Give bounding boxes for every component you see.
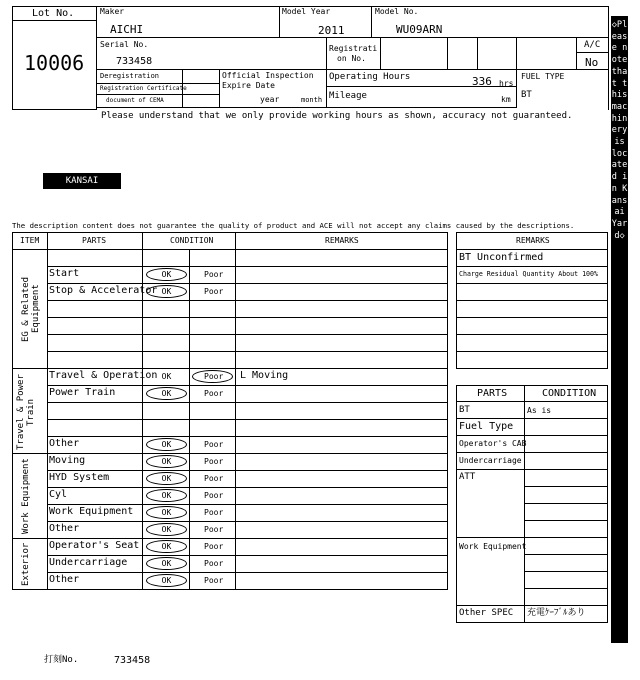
disclaimer: The description content does not guarantee the quality of product and ACE will not accept any claims caused by the descriptions. xyxy=(12,221,575,230)
col-item: ITEM xyxy=(20,236,40,245)
poor-label: Poor xyxy=(204,270,224,279)
col-condition: CONDITION xyxy=(170,236,214,245)
poor-label: Poor xyxy=(204,372,224,381)
serial-no-label: Serial No. xyxy=(100,40,149,49)
inspection-label-1: Official Inspection xyxy=(222,71,314,80)
registration-label-1: Registrati xyxy=(329,44,378,53)
part-moving: Moving xyxy=(49,455,86,466)
engraved-no-value: 733458 xyxy=(114,655,151,666)
mileage-label: Mileage xyxy=(329,91,367,101)
part-stop-accelerator: Stop & Accelerator xyxy=(49,285,158,296)
group-eg-label: EG & Related Equipment xyxy=(21,276,41,342)
part-travel-operation: Travel & Operation xyxy=(49,370,158,381)
side-part-other-spec: Other SPEC xyxy=(459,608,514,618)
col-remarks: REMARKS xyxy=(325,236,359,245)
group-travel-label: Travel & Power Train xyxy=(16,374,36,450)
operating-hours-label: Operating Hours xyxy=(329,72,411,82)
poor-label: Poor xyxy=(204,491,224,500)
side-col-parts: PARTS xyxy=(477,388,508,399)
registration-certificate-label: Registration Certificate xyxy=(100,85,187,92)
poor-label: Poor xyxy=(204,457,224,466)
lot-no-value: 10006 xyxy=(24,51,85,75)
year-label: year xyxy=(260,95,280,104)
part-operator-seat: Operator's Seat xyxy=(49,540,140,551)
part-other-travel: Other xyxy=(49,438,80,449)
part-undercarriage: Undercarriage xyxy=(49,557,128,568)
ok-label: OK xyxy=(161,508,172,517)
side-part-operators-cab: Operator's CAB xyxy=(459,439,527,448)
part-other-work: Other xyxy=(49,523,80,534)
vertical-banner-text: ◇Please note that this machinery is located in Kansai Yard◇ xyxy=(611,20,633,241)
model-year-label: Model Year xyxy=(282,7,331,16)
ok-label: OK xyxy=(161,287,172,296)
inspection-label-2: Expire Date xyxy=(222,81,275,90)
side-part-work-equipment: Work Equipment xyxy=(459,542,527,551)
side-part-undercarriage: Undercarriage xyxy=(459,456,522,465)
side-remarks-line2: Charge Residual Quantity About 100% xyxy=(459,270,598,278)
vertical-banner xyxy=(611,16,633,643)
side-remarks-line1: BT Unconfirmed xyxy=(459,252,544,263)
ok-label: OK xyxy=(161,559,172,568)
lot-no-label: Lot No. xyxy=(32,8,75,19)
maker-value: AICHI xyxy=(110,23,144,36)
location-badge: KANSAI xyxy=(43,173,121,189)
ok-label: OK xyxy=(161,491,172,500)
side-col-condition: CONDITION xyxy=(542,388,597,399)
col-parts: PARTS xyxy=(82,236,107,245)
ok-label: OK xyxy=(161,525,172,534)
remark-l-moving: L Moving xyxy=(240,370,289,381)
poor-label: Poor xyxy=(204,389,224,398)
side-remarks-title: REMARKS xyxy=(516,236,550,245)
poor-label: Poor xyxy=(204,474,224,483)
ok-label: OK xyxy=(161,440,172,449)
model-year-value: 2011 xyxy=(318,24,345,37)
model-no-label: Model No. xyxy=(375,7,419,16)
ok-label: OK xyxy=(161,457,172,466)
poor-label: Poor xyxy=(204,542,224,551)
km-unit: km xyxy=(501,95,511,104)
ac-label: A/C xyxy=(584,40,601,50)
deregistration-label: Deregistration xyxy=(100,72,160,80)
poor-label: Poor xyxy=(204,559,224,568)
poor-label: Poor xyxy=(204,525,224,534)
poor-label: Poor xyxy=(204,287,224,296)
side-part-bt-value: As is xyxy=(527,406,552,415)
ok-label: OK xyxy=(161,372,172,381)
ok-label: OK xyxy=(161,270,172,279)
part-cyl: Cyl xyxy=(49,489,68,500)
poor-label: Poor xyxy=(204,576,224,585)
hrs-unit: hrs xyxy=(499,79,514,88)
serial-no-value: 733458 xyxy=(116,56,153,67)
maker-label: Maker xyxy=(100,7,125,16)
group-exterior-label: Exterior xyxy=(21,542,31,587)
poor-label: Poor xyxy=(204,440,224,449)
hours-notice: Please understand that we only provide working hours as shown, accuracy not guaranteed. xyxy=(101,111,573,121)
side-part-other-spec-value: 充電ｹｰﾌﾞﾙあり xyxy=(527,608,586,618)
document-cema-label: document of CEMA xyxy=(106,97,164,104)
fuel-type-label: FUEL TYPE xyxy=(521,72,565,81)
part-start: Start xyxy=(49,268,80,279)
part-other-exterior: Other xyxy=(49,574,80,585)
side-part-bt: BT xyxy=(459,405,470,415)
part-hyd-system: HYD System xyxy=(49,472,110,483)
registration-label-2: on No. xyxy=(337,54,366,63)
ac-value: No xyxy=(585,56,599,69)
poor-label: Poor xyxy=(204,508,224,517)
ok-label: OK xyxy=(161,576,172,585)
ok-label: OK xyxy=(161,474,172,483)
ok-label: OK xyxy=(161,389,172,398)
side-part-att: ATT xyxy=(459,472,476,482)
group-work-label: Work Equipment xyxy=(21,458,31,534)
engraved-no-label: 打刻No. xyxy=(44,655,79,665)
month-label: month xyxy=(301,96,323,104)
model-no-value: WU09ARN xyxy=(396,23,443,36)
ok-label: OK xyxy=(161,542,172,551)
operating-hours-value: 336 xyxy=(472,75,492,88)
part-power-train: Power Train xyxy=(49,387,116,398)
fuel-type-value: BT xyxy=(521,90,532,100)
part-work-equipment: Work Equipment xyxy=(49,506,134,517)
side-part-fuel-type: Fuel Type xyxy=(459,421,514,432)
